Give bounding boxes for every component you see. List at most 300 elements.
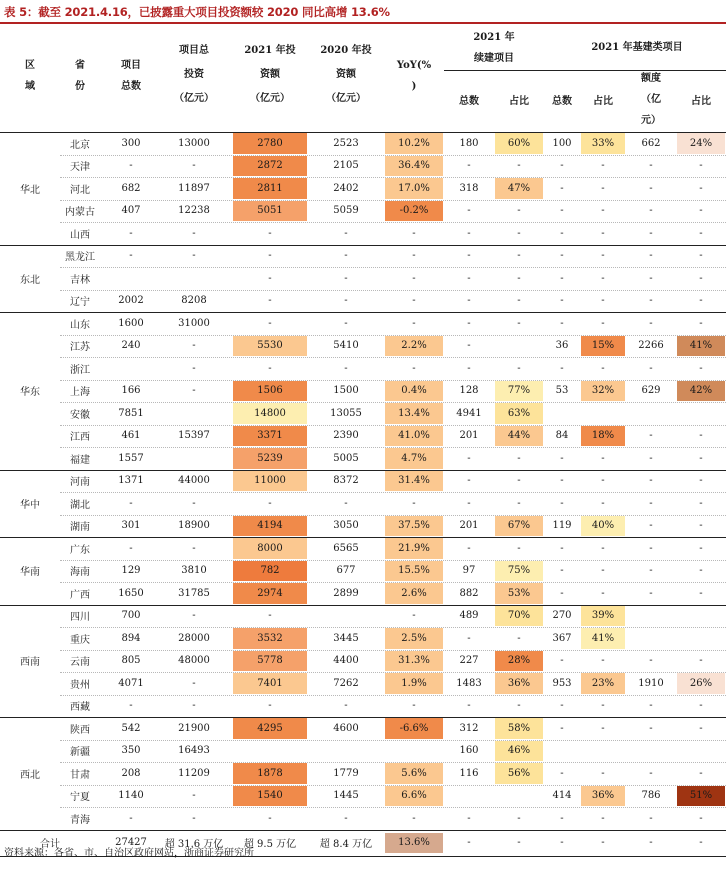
total-investment-cell: 15397 <box>178 430 210 442</box>
infra-ratio-cell: 40% <box>581 516 625 537</box>
infra-count-cell: - <box>560 205 564 217</box>
infra-amount-cell <box>627 741 675 762</box>
investment-2021-cell: 2974 <box>233 583 307 604</box>
yoy-cell: - <box>412 250 416 262</box>
total-investment-cell: - <box>192 497 196 509</box>
count-cell: 1557 <box>118 452 144 464</box>
continued-ratio-cell: 56% <box>495 763 543 784</box>
infra-ratio-cell <box>581 741 625 762</box>
header-infra-amount-ratio: 占比 <box>691 95 711 107</box>
region-divider <box>0 312 726 313</box>
investment-2020-cell: - <box>344 250 348 262</box>
province-cell: 河南 <box>70 477 90 489</box>
investment-2020-cell: 677 <box>336 565 356 577</box>
continued-count-cell: - <box>467 497 471 509</box>
yoy-cell: - <box>412 812 416 824</box>
infra-amount-cell: - <box>649 227 653 239</box>
region-divider <box>0 245 726 246</box>
continued-count-cell: - <box>467 317 471 329</box>
infra-amount-cell: - <box>649 542 653 554</box>
investment-2021-cell: - <box>268 272 272 284</box>
continued-ratio-cell: - <box>517 317 521 329</box>
continued-ratio-cell: - <box>517 632 521 644</box>
total-investment-cell: - <box>192 610 196 622</box>
province-cell: 安徽 <box>70 409 90 421</box>
total-investment-cell: 16493 <box>178 745 210 757</box>
total-investment-cell <box>157 448 231 469</box>
investment-2021-cell: 4295 <box>233 718 307 739</box>
total-investment-cell: - <box>192 677 196 689</box>
infra-amount-cell: - <box>649 520 653 532</box>
header-total-investment: 项目总 投资 （亿元） <box>174 45 214 104</box>
yoy-cell <box>385 741 443 762</box>
infra-amount-cell: - <box>649 497 653 509</box>
infra-ratio-cell: 39% <box>581 606 625 627</box>
count-cell: 1600 <box>118 317 144 329</box>
investment-2021-cell: 7401 <box>233 673 307 694</box>
total-infra-amount-ratio-cell: - <box>699 837 703 849</box>
infra-amount-ratio-cell: 41% <box>677 336 725 357</box>
infra-count-cell: - <box>560 722 564 734</box>
continued-count-cell <box>445 786 493 807</box>
infra-count-cell: - <box>560 317 564 329</box>
yoy-cell: - <box>412 362 416 374</box>
header-province: 省 份 <box>75 60 85 92</box>
count-cell: 682 <box>121 182 141 194</box>
province-cell: 云南 <box>70 657 90 669</box>
infra-ratio-cell: - <box>601 812 605 824</box>
continued-count-cell: 312 <box>459 722 479 734</box>
region-label: 华东 <box>20 387 40 399</box>
infra-amount-ratio-cell: - <box>699 497 703 509</box>
total-infra-ratio-cell: - <box>601 837 605 849</box>
count-cell: 1140 <box>118 790 144 802</box>
yoy-cell: - <box>412 295 416 307</box>
infra-ratio-cell: 23% <box>581 673 625 694</box>
infra-count-cell: - <box>560 227 564 239</box>
infra-amount-ratio-cell: - <box>699 295 703 307</box>
continued-count-cell: - <box>467 227 471 239</box>
yoy-cell: - <box>412 610 416 622</box>
infra-ratio-cell: 33% <box>581 133 625 154</box>
continued-count-cell: 201 <box>459 430 479 442</box>
total-investment-cell: 31000 <box>178 317 210 329</box>
continued-ratio-cell: 58% <box>495 718 543 739</box>
yoy-cell: - <box>412 497 416 509</box>
header-yoy: YoY(% ) <box>396 60 432 92</box>
continued-ratio-cell: 46% <box>495 741 543 762</box>
infra-count-cell: 119 <box>552 520 572 532</box>
total-investment-cell: 18900 <box>178 520 210 532</box>
infra-amount-ratio-cell: 24% <box>677 133 725 154</box>
continued-ratio-cell: 67% <box>495 516 543 537</box>
count-cell: 240 <box>121 340 141 352</box>
continued-count-cell: - <box>467 205 471 217</box>
count-cell <box>107 358 155 379</box>
continued-ratio-cell: - <box>517 250 521 262</box>
total-investment-cell: - <box>192 340 196 352</box>
infra-count-cell <box>545 741 579 762</box>
infra-count-cell: - <box>560 565 564 577</box>
total-infra-count-cell: - <box>560 837 564 849</box>
investment-2020-cell: - <box>344 812 348 824</box>
infra-count-cell: 953 <box>552 677 572 689</box>
investment-2021-cell: 14800 <box>233 403 307 424</box>
region-label: 华南 <box>20 567 40 579</box>
infra-amount-ratio-cell: 51% <box>677 786 725 807</box>
investment-2021-cell: 5778 <box>233 651 307 672</box>
project-table <box>0 26 726 851</box>
infra-amount-ratio-cell: - <box>699 272 703 284</box>
infra-amount-cell: 629 <box>641 385 661 397</box>
investment-2020-cell: 3050 <box>333 520 359 532</box>
header-infra-ratio: 占比 <box>593 95 613 107</box>
province-cell: 辽宁 <box>70 297 90 309</box>
region-divider <box>0 605 726 606</box>
province-cell: 四川 <box>70 612 90 624</box>
infra-count-cell: - <box>560 452 564 464</box>
infra-amount-ratio-cell: - <box>699 542 703 554</box>
continued-ratio-cell <box>495 786 543 807</box>
infra-amount-ratio-cell: - <box>699 452 703 464</box>
investment-2020-cell: 6565 <box>333 542 359 554</box>
province-cell: 青海 <box>70 814 90 826</box>
yoy-cell: 5.6% <box>385 763 443 784</box>
investment-2021-cell: 3532 <box>233 628 307 649</box>
infra-amount-ratio-cell: - <box>699 587 703 599</box>
infra-amount-cell: - <box>649 655 653 667</box>
investment-2020-cell <box>309 741 383 762</box>
header-group-continued: 2021 年 续建项目 <box>473 32 515 64</box>
investment-2020-cell: - <box>344 295 348 307</box>
continued-ratio-cell: 28% <box>495 651 543 672</box>
count-cell: 461 <box>121 430 141 442</box>
infra-amount-cell: - <box>649 182 653 194</box>
investment-2021-cell: - <box>268 295 272 307</box>
count-cell: 208 <box>121 767 141 779</box>
count-cell: 301 <box>121 520 141 532</box>
infra-ratio-cell: - <box>601 182 605 194</box>
infra-ratio-cell: - <box>601 205 605 217</box>
infra-ratio-cell: - <box>601 475 605 487</box>
investment-2020-cell: 5059 <box>333 205 359 217</box>
infra-ratio-cell: - <box>601 722 605 734</box>
infra-ratio-cell: 36% <box>581 786 625 807</box>
infra-amount-ratio-cell: - <box>699 700 703 712</box>
count-cell: 2002 <box>118 295 144 307</box>
continued-ratio-cell: - <box>517 362 521 374</box>
continued-ratio-cell: 70% <box>495 606 543 627</box>
yoy-cell: 15.5% <box>385 561 443 582</box>
infra-count-cell: - <box>560 295 564 307</box>
total-investment-cell: 28000 <box>178 632 210 644</box>
investment-2020-cell: 4400 <box>333 655 359 667</box>
infra-amount-cell: - <box>649 587 653 599</box>
source-note: 资料来源：各省、市、自治区政府网站，浙商证券研究所 <box>4 848 254 859</box>
infra-amount-ratio-cell: - <box>699 475 703 487</box>
continued-count-cell: 116 <box>459 767 479 779</box>
yoy-cell: 2.5% <box>385 628 443 649</box>
province-cell: 北京 <box>70 139 90 151</box>
continued-ratio-cell: 75% <box>495 561 543 582</box>
count-cell: - <box>129 250 133 262</box>
yoy-cell: - <box>412 227 416 239</box>
yoy-cell: 41.0% <box>385 426 443 447</box>
region-label: 西南 <box>20 657 40 669</box>
count-cell: - <box>129 542 133 554</box>
infra-count-cell: 367 <box>552 632 572 644</box>
infra-count-cell: - <box>560 272 564 284</box>
investment-2020-cell: - <box>344 497 348 509</box>
investment-2021-cell <box>233 741 307 762</box>
infra-count-cell: - <box>560 475 564 487</box>
infra-amount-ratio-cell: 42% <box>677 381 725 402</box>
investment-2021-cell: 2872 <box>233 156 307 177</box>
investment-2020-cell: - <box>344 362 348 374</box>
province-cell: 湖北 <box>70 499 90 511</box>
infra-amount-ratio-cell: - <box>699 362 703 374</box>
infra-count-cell: - <box>560 362 564 374</box>
header-region: 区 域 <box>25 60 35 92</box>
continued-count-cell: 128 <box>459 385 479 397</box>
total-investment-cell: - <box>192 227 196 239</box>
yoy-cell: 17.0% <box>385 178 443 199</box>
continued-ratio-cell: - <box>517 700 521 712</box>
count-cell: 300 <box>121 137 141 149</box>
infra-amount-cell: - <box>649 452 653 464</box>
province-cell: 广西 <box>70 589 90 601</box>
infra-count-cell: - <box>560 767 564 779</box>
total-investment-cell: - <box>192 160 196 172</box>
count-cell: 4071 <box>118 677 144 689</box>
continued-ratio-cell: - <box>517 227 521 239</box>
region-label: 华北 <box>20 184 40 196</box>
yoy-cell: - <box>412 317 416 329</box>
total-investment-cell: 21900 <box>178 722 210 734</box>
province-cell: 江西 <box>70 432 90 444</box>
total-continued-ratio-cell: - <box>517 837 521 849</box>
continued-count-cell: 201 <box>459 520 479 532</box>
count-cell: - <box>129 227 133 239</box>
continued-ratio-cell: 60% <box>495 133 543 154</box>
infra-count-cell: - <box>560 542 564 554</box>
region-divider <box>0 537 726 538</box>
investment-2021-cell: - <box>268 227 272 239</box>
province-cell: 内蒙古 <box>65 207 95 219</box>
infra-amount-cell: - <box>649 250 653 262</box>
infra-amount-cell: 2266 <box>638 340 664 352</box>
infra-amount-ratio-cell: - <box>699 520 703 532</box>
total-investment-cell: - <box>192 250 196 262</box>
infra-ratio-cell: - <box>601 565 605 577</box>
yoy-cell: -0.2% <box>385 201 443 222</box>
total-investment-cell: 13000 <box>178 137 210 149</box>
continued-ratio-cell: 44% <box>495 426 543 447</box>
yoy-cell: -6.6% <box>385 718 443 739</box>
infra-ratio-cell: - <box>601 317 605 329</box>
header-count: 项目 总数 <box>121 60 141 92</box>
infra-ratio-cell: - <box>601 587 605 599</box>
total-investment-cell: 12238 <box>178 205 210 217</box>
total-investment-cell: - <box>192 385 196 397</box>
infra-count-cell: 270 <box>552 610 572 622</box>
province-cell: 广东 <box>70 544 90 556</box>
continued-ratio-cell: - <box>517 452 521 464</box>
infra-amount-ratio-cell: - <box>699 812 703 824</box>
investment-2020-cell: 2899 <box>333 587 359 599</box>
infra-amount-cell <box>627 606 675 627</box>
header-infra-amount: 额度 （亿 元） <box>641 72 661 126</box>
infra-ratio-cell: - <box>601 700 605 712</box>
infra-amount-cell: 662 <box>641 137 661 149</box>
province-cell: 新疆 <box>70 747 90 759</box>
count-cell: 407 <box>121 205 141 217</box>
infra-amount-ratio-cell: - <box>699 227 703 239</box>
header-group-rule <box>444 70 726 71</box>
continued-count-cell: - <box>467 700 471 712</box>
table-title: 表 5：截至 2021.4.16，已披露重大项目投资额较 2020 同比高增 13.6% <box>4 5 390 19</box>
total-investment-cell: 48000 <box>178 655 210 667</box>
total-investment-cell: - <box>192 700 196 712</box>
infra-amount-cell: - <box>649 160 653 172</box>
investment-2021-cell: - <box>268 317 272 329</box>
infra-count-cell: 414 <box>552 790 572 802</box>
yoy-cell: 37.5% <box>385 516 443 537</box>
infra-amount-cell: - <box>649 362 653 374</box>
count-cell <box>107 268 155 289</box>
continued-ratio-cell <box>495 336 543 357</box>
count-cell: 894 <box>121 632 141 644</box>
continued-ratio-cell: 77% <box>495 381 543 402</box>
investment-2021-cell: 1506 <box>233 381 307 402</box>
continued-count-cell: 318 <box>459 182 479 194</box>
province-cell: 甘肃 <box>70 769 90 781</box>
infra-ratio-cell: - <box>601 542 605 554</box>
investment-2020-cell: 1500 <box>333 385 359 397</box>
total-continued-count-cell: - <box>467 837 471 849</box>
province-cell: 浙江 <box>70 364 90 376</box>
investment-2020-cell: 8372 <box>333 475 359 487</box>
header-group-infrastructure: 2021 年基建类项目 <box>591 41 683 53</box>
yoy-cell: - <box>412 272 416 284</box>
total-investment-cell: 11209 <box>178 767 210 779</box>
investment-2021-cell: 5051 <box>233 201 307 222</box>
infra-amount-cell: 1910 <box>638 677 664 689</box>
province-cell: 宁夏 <box>70 792 90 804</box>
infra-amount-ratio-cell: - <box>699 182 703 194</box>
investment-2020-cell: - <box>344 272 348 284</box>
infra-amount-ratio-cell: - <box>699 430 703 442</box>
continued-ratio-cell: - <box>517 160 521 172</box>
region-divider <box>0 717 726 718</box>
continued-count-cell: - <box>467 632 471 644</box>
total-total-investment-cell: 超 31.6 万亿 <box>164 839 224 851</box>
infra-count-cell: - <box>560 587 564 599</box>
continued-ratio-cell: - <box>517 272 521 284</box>
infra-ratio-cell <box>581 403 625 424</box>
province-cell: 福建 <box>70 454 90 466</box>
infra-amount-ratio-cell <box>677 403 725 424</box>
infra-count-cell: - <box>560 655 564 667</box>
total-yoy-cell: 13.6% <box>385 833 443 854</box>
infra-ratio-cell: - <box>601 250 605 262</box>
infra-amount-cell: - <box>649 272 653 284</box>
continued-count-cell: - <box>467 272 471 284</box>
infra-count-cell <box>545 403 579 424</box>
total-investment-cell: - <box>192 790 196 802</box>
count-cell: 1650 <box>118 587 144 599</box>
province-cell: 湖南 <box>70 522 90 534</box>
total-investment-cell: 8208 <box>181 295 207 307</box>
total-investment-cell: 3810 <box>181 565 207 577</box>
total-investment-2021-cell: 超 9.5 万亿 <box>243 839 297 851</box>
continued-count-cell: 160 <box>459 745 479 757</box>
title-rule <box>0 22 726 24</box>
investment-2021-cell: 8000 <box>233 538 307 559</box>
investment-2021-cell: 3371 <box>233 426 307 447</box>
region-label: 华中 <box>20 499 40 511</box>
region-label: 东北 <box>20 274 40 286</box>
yoy-cell: 21.9% <box>385 538 443 559</box>
yoy-cell: 31.3% <box>385 651 443 672</box>
infra-count-cell: - <box>560 700 564 712</box>
investment-2021-cell: 5530 <box>233 336 307 357</box>
continued-ratio-cell: 53% <box>495 583 543 604</box>
province-cell: 天津 <box>70 162 90 174</box>
investment-2020-cell: 1779 <box>333 767 359 779</box>
total-label: 合计 <box>40 839 60 851</box>
header-continued-count: 总数 <box>459 95 479 107</box>
infra-ratio-cell: 41% <box>581 628 625 649</box>
province-cell: 陕西 <box>70 724 90 736</box>
province-cell: 山东 <box>70 319 90 331</box>
infra-ratio-cell: 15% <box>581 336 625 357</box>
continued-count-cell: - <box>467 340 471 352</box>
infra-count-cell: - <box>560 497 564 509</box>
investment-2020-cell: 2105 <box>333 160 359 172</box>
infra-amount-ratio-cell: - <box>699 767 703 779</box>
investment-2020-cell: 5005 <box>333 452 359 464</box>
total-infra-amount-cell: - <box>649 837 653 849</box>
continued-count-cell: - <box>467 160 471 172</box>
province-cell: 上海 <box>70 387 90 399</box>
infra-ratio-cell: - <box>601 452 605 464</box>
infra-amount-cell: - <box>649 317 653 329</box>
yoy-cell: - <box>412 700 416 712</box>
region-divider <box>0 470 726 471</box>
province-cell: 江苏 <box>70 342 90 354</box>
infra-amount-cell: - <box>649 700 653 712</box>
count-cell: 805 <box>121 655 141 667</box>
investment-2020-cell: - <box>344 700 348 712</box>
investment-2020-cell: 13055 <box>330 407 362 419</box>
investment-2021-cell: 782 <box>233 561 307 582</box>
count-cell: - <box>129 812 133 824</box>
total-investment-cell <box>157 403 231 424</box>
investment-2021-cell: 1878 <box>233 763 307 784</box>
infra-ratio-cell: - <box>601 655 605 667</box>
infra-amount-ratio-cell <box>677 741 725 762</box>
infra-amount-cell: 786 <box>641 790 661 802</box>
infra-amount-ratio-cell: 26% <box>677 673 725 694</box>
infra-ratio-cell: 18% <box>581 426 625 447</box>
infra-count-cell: 53 <box>555 385 569 397</box>
infra-count-cell: 36 <box>555 340 569 352</box>
yoy-cell: 31.4% <box>385 471 443 492</box>
count-cell: 542 <box>121 722 141 734</box>
continued-count-cell: 882 <box>459 587 479 599</box>
infra-amount-ratio-cell: - <box>699 565 703 577</box>
